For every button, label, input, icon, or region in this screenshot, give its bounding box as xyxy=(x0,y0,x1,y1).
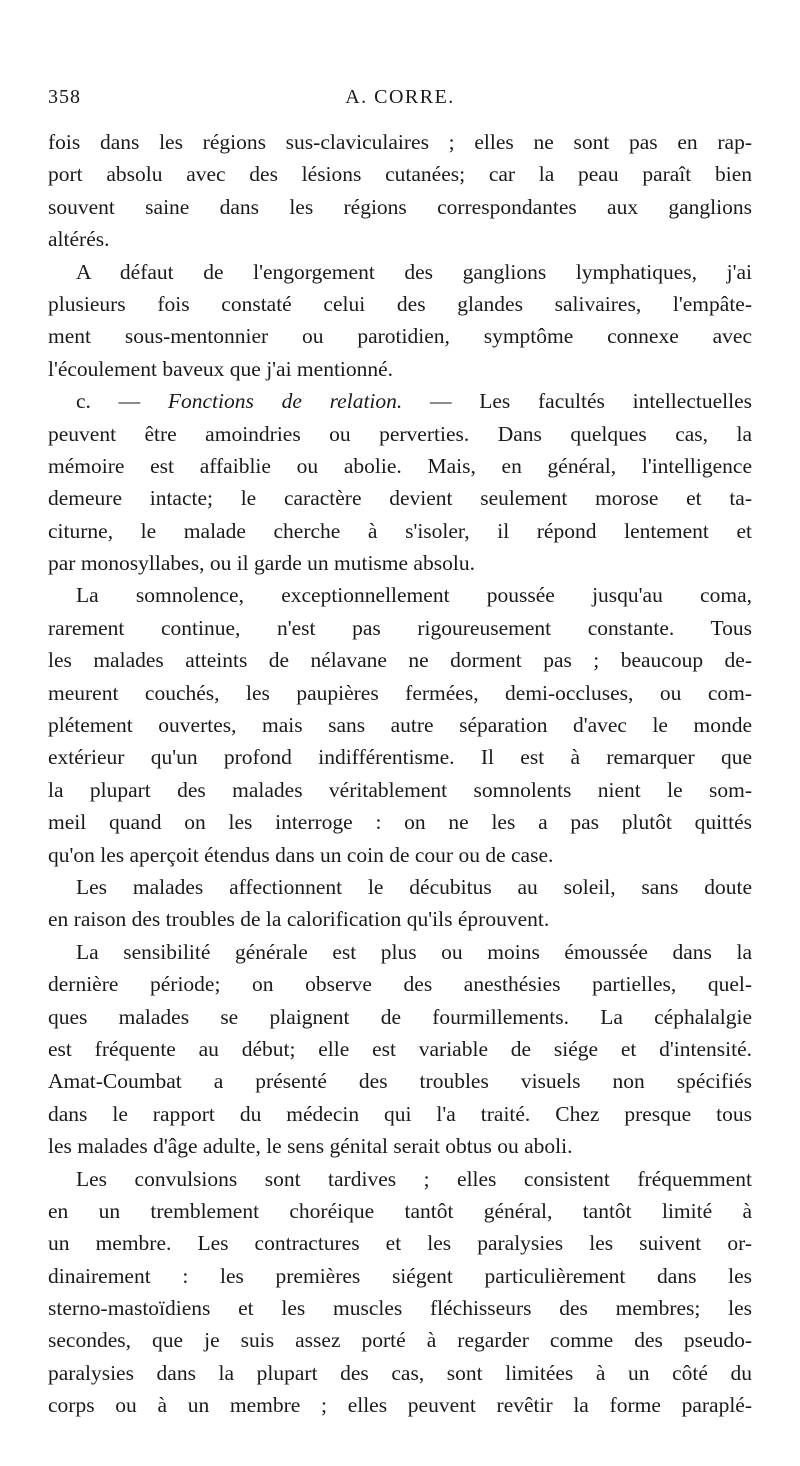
text-line: plétement ouvertes, mais sans autre séparation d'avec le monde xyxy=(48,713,752,738)
text-line: meurent couchés, les paupières fermées, demi-occluses, ou com- xyxy=(48,680,752,705)
section-heading-italic: Fonctions de relation. xyxy=(167,389,403,414)
text-line: est fréquente au début; elle est variable de siége et d'intensité. xyxy=(48,1036,752,1061)
text-line: peuvent être amoindries ou perverties. Dans quelques cas, la xyxy=(48,421,752,446)
text-line: extérieur qu'un profond indifférentisme. Il est à remarquer que xyxy=(48,745,752,770)
running-head xyxy=(48,86,752,116)
text-line: fois dans les régions sus-claviculaires ; elles ne sont pas en rap- xyxy=(48,130,752,154)
text-line: citurne, le malade cherche à s'isoler, il répond lentement et xyxy=(48,518,752,543)
text-line: port absolu avec des lésions cutanées; car la peau paraît bien xyxy=(48,162,752,187)
text-line: paralysies dans la plupart des cas, sont limitées à un côté du xyxy=(48,1360,752,1385)
text-line: dans le rapport du médecin qui l'a traité. Chez presque tous xyxy=(48,1101,752,1126)
text-line: demeure intacte; le caractère devient seulement morose et ta- xyxy=(48,486,752,511)
text-line: qu'on les aperçoit étendus dans un coin de cour ou de case. xyxy=(48,842,554,867)
text-line: La somnolence, exceptionnellement poussée jusqu'au coma, xyxy=(76,583,752,608)
text-line: souvent saine dans les régions correspondantes aux ganglions xyxy=(48,194,752,219)
text-line xyxy=(48,385,752,417)
text-line: les malades d'âge adulte, le sens génital serait obtus ou aboli. xyxy=(48,1134,573,1159)
text-line: ment sous-mentonnier ou parotidien, symptôme connexe avec xyxy=(48,324,752,349)
text-line: A défaut de l'engorgement des ganglions lymphatiques, j'ai xyxy=(76,259,752,284)
text-line: Amat-Coumbat a présenté des troubles visuels non spécifiés xyxy=(48,1069,752,1094)
text-line: un membre. Les contractures et les paralysies les suivent or- xyxy=(48,1231,752,1256)
text-line: l'écoulement baveux que j'ai mentionné. xyxy=(48,356,394,381)
text-line: corps ou à un membre ; elles peuvent revêtir la forme paraplé- xyxy=(48,1393,752,1418)
text-line: par monosyllabes, ou il garde un mutisme absolu. xyxy=(48,551,475,576)
page-number: 358 xyxy=(48,86,81,108)
text-line: rarement continue, n'est pas rigoureusement constante. Tous xyxy=(48,615,752,640)
text-line: Les convulsions sont tardives ; elles consistent fréquemment xyxy=(76,1166,752,1191)
text-line: dernière période; on observe des anesthésies partielles, quel- xyxy=(48,972,752,997)
line-tail: — Les facultés intellectuelles xyxy=(402,389,752,414)
text-line: La sensibilité générale est plus ou moins émoussée dans la xyxy=(76,939,752,964)
text-line: dinairement : les premières siégent particulièrement dans les xyxy=(48,1263,752,1288)
text-line: plusieurs fois constaté celui des glandes salivaires, l'empâte- xyxy=(48,291,752,316)
body-text xyxy=(48,126,752,1422)
line-lead: c. — xyxy=(76,389,168,414)
text-line: sterno-mastoïdiens et les muscles fléchisseurs des membres; les xyxy=(48,1296,752,1321)
text-line: les malades atteints de nélavane ne dorment pas ; beaucoup de- xyxy=(48,648,752,673)
text-line: mémoire est affaiblie ou abolie. Mais, en général, l'intelligence xyxy=(48,453,752,478)
text-line: altérés. xyxy=(48,227,110,252)
running-title: A. CORRE. xyxy=(345,86,455,108)
text-line: Les malades affectionnent le décubitus au soleil, sans doute xyxy=(76,874,752,899)
text-line: meil quand on les interroge : on ne les a pas plutôt quittés xyxy=(48,810,752,835)
text-line: en un tremblement choréique tantôt général, tantôt limité à xyxy=(48,1198,752,1223)
text-line: ques malades se plaignent de fourmillements. La céphalalgie xyxy=(48,1004,752,1029)
text-line: secondes, que je suis assez porté à regarder comme des pseudo- xyxy=(48,1328,752,1353)
text-line: en raison des troubles de la calorification qu'ils éprouvent. xyxy=(48,907,550,932)
text-line: la plupart des malades véritablement somnolents nient le som- xyxy=(48,777,752,802)
